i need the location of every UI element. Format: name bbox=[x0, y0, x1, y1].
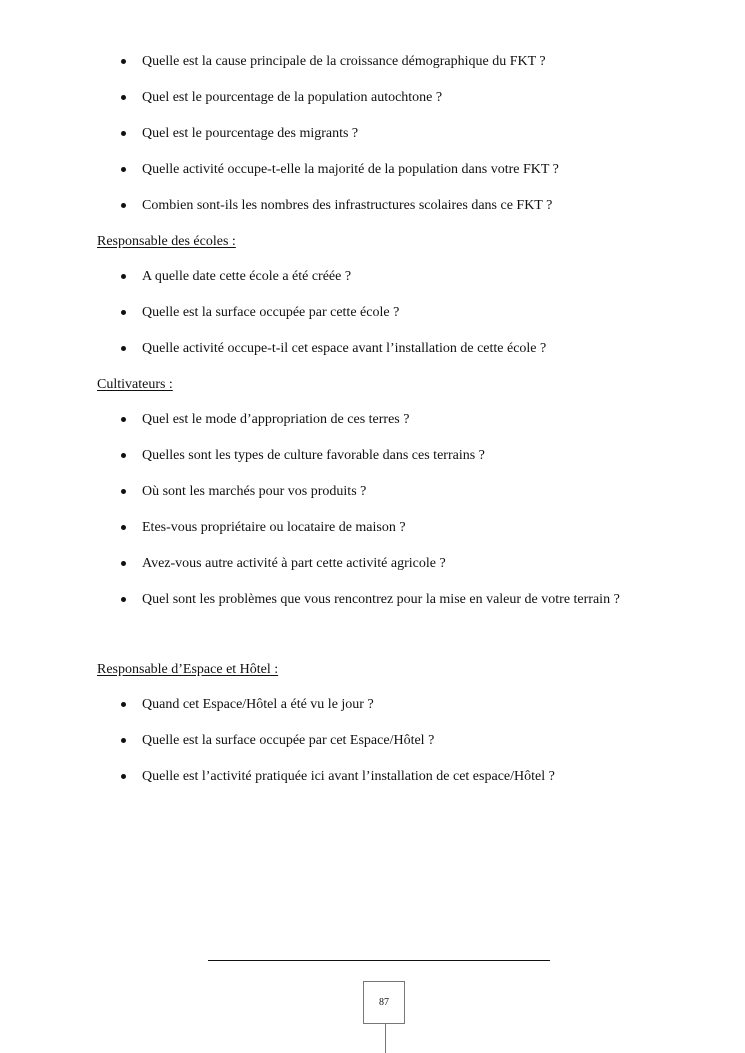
bullet-icon bbox=[121, 453, 126, 458]
question-text: A quelle date cette école a été créée ? bbox=[142, 269, 352, 284]
farmers-question-list bbox=[97, 410, 697, 626]
question-text: Combien sont-ils les nombres des infrastructures scolaires dans ce FKT ? bbox=[142, 198, 553, 213]
bullet-icon bbox=[121, 274, 126, 279]
question-text: Quel sont les problèmes que vous rencontrez pour la mise en valeur de votre terrain ? bbox=[142, 592, 620, 607]
intro-question-list bbox=[97, 52, 697, 232]
bullet-icon bbox=[121, 525, 126, 530]
question-text: Où sont les marchés pour vos produits ? bbox=[142, 484, 367, 499]
question-text: Quel est le mode d’appropriation de ces terres ? bbox=[142, 412, 410, 427]
question-text: Quelle est la cause principale de la croissance démographique du FKT ? bbox=[142, 54, 546, 69]
list-item bbox=[97, 518, 697, 554]
list-item bbox=[97, 124, 697, 160]
bullet-icon bbox=[121, 310, 126, 315]
page-number-box bbox=[363, 981, 405, 1024]
schools-section-heading: Responsable des écoles : bbox=[97, 234, 236, 249]
question-text: Quelle est la surface occupée par cet Espace/Hôtel ? bbox=[142, 733, 435, 748]
list-item bbox=[97, 303, 697, 339]
list-item bbox=[97, 695, 697, 731]
bullet-icon bbox=[121, 774, 126, 779]
bullet-icon bbox=[121, 489, 126, 494]
question-text: Etes-vous propriétaire ou locataire de maison ? bbox=[142, 520, 406, 535]
question-text: Avez-vous autre activité à part cette activité agricole ? bbox=[142, 556, 446, 571]
bullet-icon bbox=[121, 95, 126, 100]
farmers-section-heading: Cultivateurs : bbox=[97, 377, 173, 392]
bullet-icon bbox=[121, 702, 126, 707]
bullet-icon bbox=[121, 167, 126, 172]
footer-divider bbox=[208, 960, 550, 961]
question-text: Quelle activité occupe-t-il cet espace avant l’installation de cette école ? bbox=[142, 341, 547, 356]
list-item bbox=[97, 554, 697, 590]
bullet-icon bbox=[121, 417, 126, 422]
list-item bbox=[97, 731, 697, 767]
list-item bbox=[97, 160, 697, 196]
list-item bbox=[97, 196, 697, 232]
question-text: Quelle est la surface occupée par cette école ? bbox=[142, 305, 400, 320]
bullet-icon bbox=[121, 131, 126, 136]
list-item bbox=[97, 590, 697, 626]
question-text: Quand cet Espace/Hôtel a été vu le jour ? bbox=[142, 697, 374, 712]
page-number: 87 bbox=[379, 997, 389, 1008]
list-item bbox=[97, 267, 697, 303]
questionnaire-content bbox=[97, 52, 697, 803]
bullet-icon bbox=[121, 203, 126, 208]
list-item bbox=[97, 88, 697, 124]
schools-question-list bbox=[97, 267, 697, 375]
question-text: Quel est le pourcentage des migrants ? bbox=[142, 126, 359, 141]
list-item bbox=[97, 767, 697, 803]
question-text: Quel est le pourcentage de la population autochtone ? bbox=[142, 90, 443, 105]
bullet-icon bbox=[121, 561, 126, 566]
hotel-section-heading: Responsable d’Espace et Hôtel : bbox=[97, 662, 279, 677]
list-item bbox=[97, 410, 697, 446]
question-text: Quelles sont les types de culture favorable dans ces terrains ? bbox=[142, 448, 485, 463]
section-spacer bbox=[97, 626, 697, 660]
bullet-icon bbox=[121, 738, 126, 743]
bullet-icon bbox=[121, 346, 126, 351]
page-number-stem bbox=[385, 1024, 386, 1053]
question-text: Quelle est l’activité pratiquée ici avant l’installation de cet espace/Hôtel ? bbox=[142, 769, 555, 784]
bullet-icon bbox=[121, 597, 126, 602]
question-text: Quelle activité occupe-t-elle la majorité de la population dans votre FKT ? bbox=[142, 162, 559, 177]
list-item bbox=[97, 339, 697, 375]
hotel-question-list bbox=[97, 695, 697, 803]
bullet-icon bbox=[121, 59, 126, 64]
list-item bbox=[97, 482, 697, 518]
list-item bbox=[97, 446, 697, 482]
list-item bbox=[97, 52, 697, 88]
